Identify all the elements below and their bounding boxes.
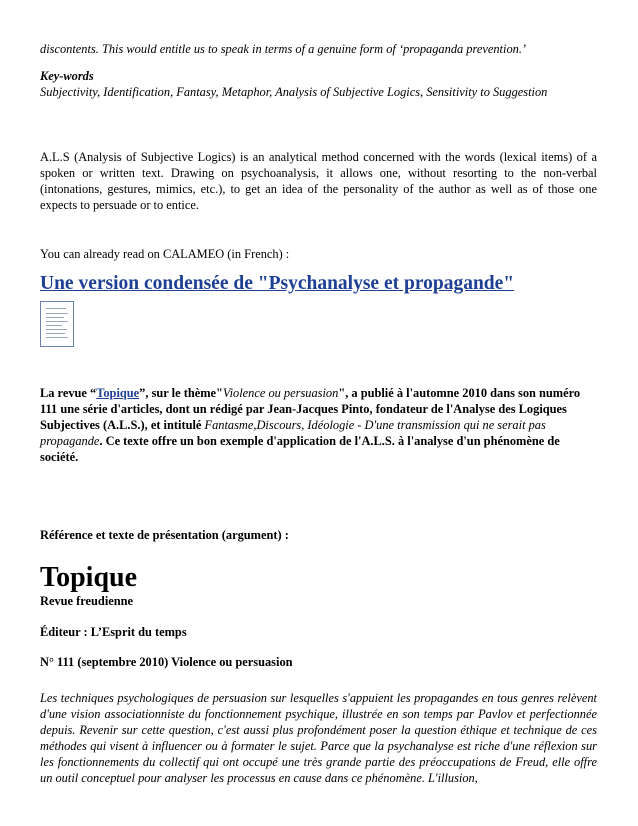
journal-issue: N° 111 (septembre 2010) Violence ou persuasion — [40, 655, 293, 669]
revue-theme: Violence ou persuasion — [222, 386, 339, 400]
revue-text-1: La revue — [40, 386, 91, 400]
journal-subtitle: Revue freudienne — [40, 594, 134, 608]
revue-text-3: ", a publié à l'automne 2010 dans son numéro 111 une série d'articles, dont un rédigé par Jean-Jacques Pinto, fondateur de l'Analyse des Logiques Subjectives (A.L.S.), et intitulé — [40, 386, 581, 432]
intro-continuation: discontents. This would entitle us to speak in terms of a genuine form of ‘propaganda prevention.’ — [40, 42, 527, 56]
argument-paragraph: Les techniques psychologiques de persuasion sur lesquelles s'appuient les propagandes en tous genres relèvent d'une vision associationniste du fonctionnement psychique, illustrée en son temps par Pavlov et perfectionnée depuis. Revenir sur cette question, c'est aussi plus profondément poser la question éthique et technique de ces méthodes qui visent à influencer ou à formater le sujet. Parce que la psychanalyse est riche d'une réflexion sur les fonctionnements du collectif qui ont occupé une très grande partie des préoccupations de Freud, elle offre un outil conceptuel pour analyser les processus en cause dans ce phénomène. L'illusion, — [40, 691, 597, 785]
quote-open: “ — [90, 386, 97, 400]
journal-title: Topique — [40, 562, 138, 593]
topique-link[interactable]: Topique — [96, 386, 140, 400]
als-paragraph: A.L.S (Analysis of Subjective Logics) is an analytical method concerned with the words (lexical items) of a spoken or written text. Drawing on psychoanalysis, it allows one, without resorting to the non-verbal (intonations, gestures, mimics, etc.), to get an idea of the personality of the author as well as of those one expects to persuade or to entice. — [40, 150, 597, 212]
document-thumbnail-icon[interactable] — [40, 301, 74, 347]
journal-publisher: Éditeur : L’Esprit du temps — [40, 625, 187, 639]
revue-text-2: , sur le thème" — [145, 386, 223, 400]
reference-heading: Référence et texte de présentation (argument) : — [40, 528, 289, 542]
article-title: Fantasme,Discours, Idéologie - D'une transmission qui ne serait pas propagande — [40, 418, 546, 448]
calameo-intro: You can already read on CALAMEO (in French) : — [40, 247, 290, 261]
calameo-link[interactable]: Une version condensée de "Psychanalyse et propagande" — [40, 273, 515, 294]
revue-paragraph — [40, 385, 597, 465]
revue-text-4: . Ce texte offre un bon exemple d'application de l'A.L.S. à l'analyse d'un phénomène de société. — [40, 434, 560, 464]
keywords-label: Key-words — [40, 69, 94, 83]
calameo-link-line — [40, 272, 597, 297]
keywords-list: Subjectivity, Identification, Fantasy, Metaphor, Analysis of Subjective Logics, Sensitivity to Suggestion — [40, 85, 548, 99]
quote-close: ” — [139, 386, 146, 400]
